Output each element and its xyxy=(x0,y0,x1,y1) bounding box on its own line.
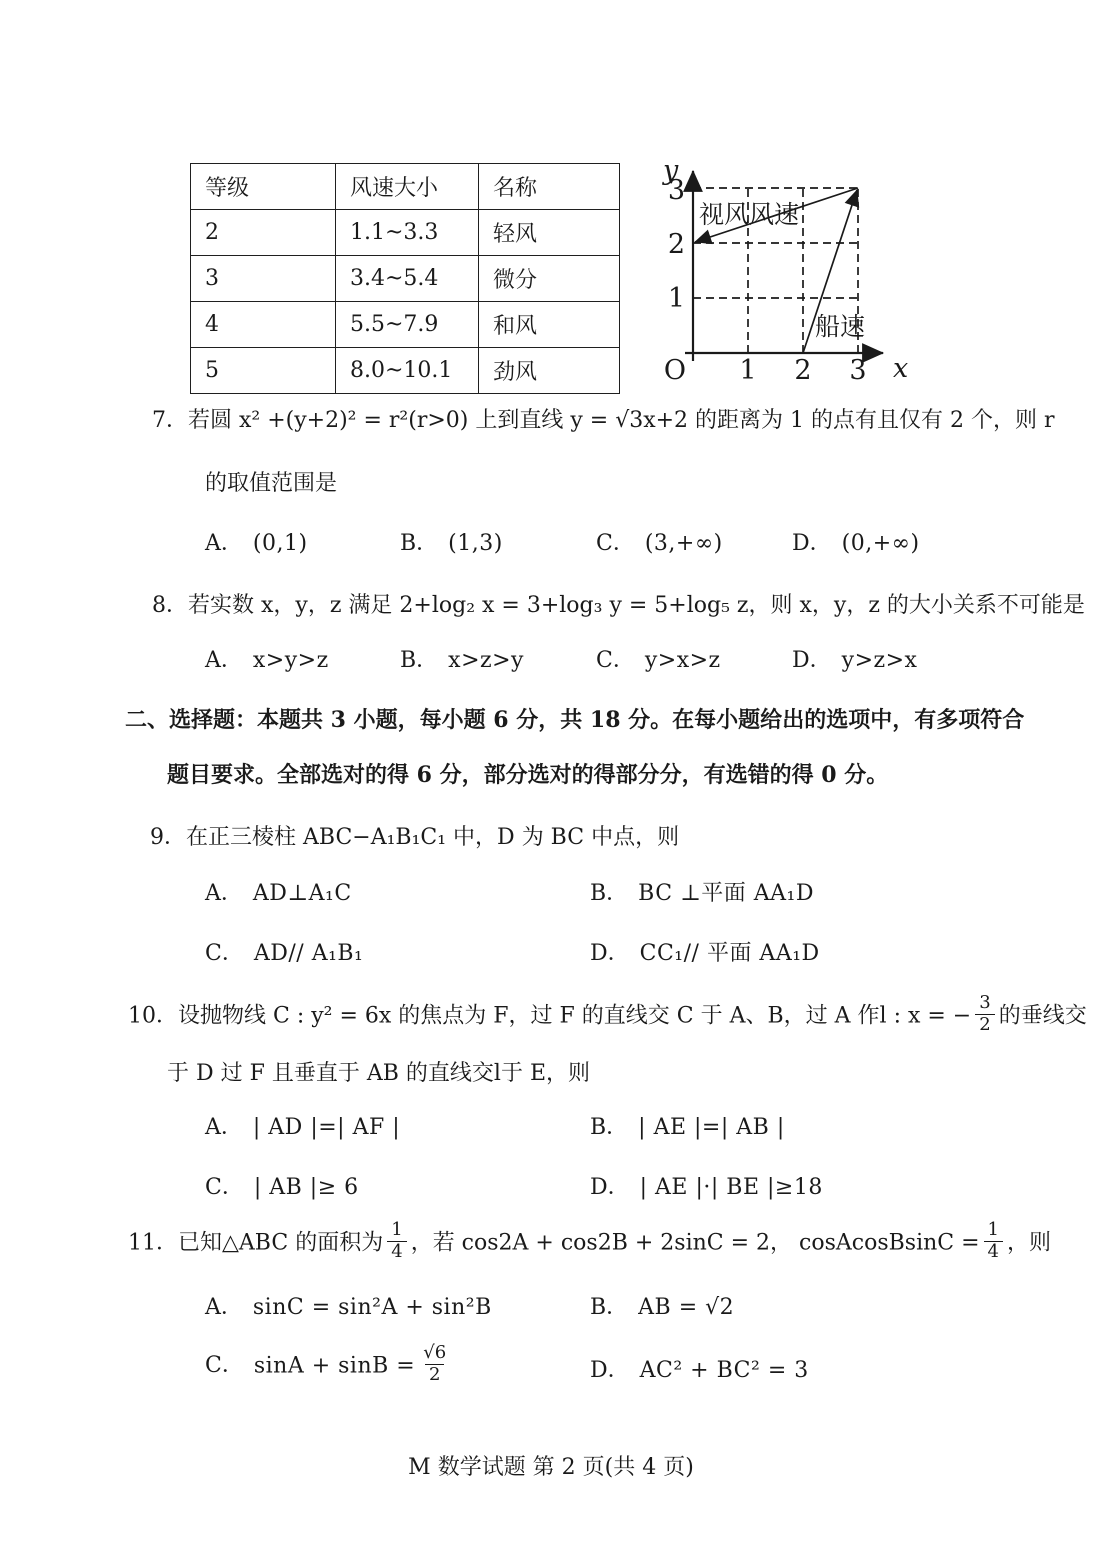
option-label: A． xyxy=(205,1295,243,1320)
option-text: y>z>x xyxy=(841,648,918,673)
q10-option-a xyxy=(205,1112,400,1144)
question-7-line1: 7．若圆 x² +(y+2)² = r²(r>0) 上到直线 y = √3x+2 的距离为 1 的点有且仅有 2 个，则 r xyxy=(152,408,1055,433)
table-cell: 4 xyxy=(191,302,336,348)
question-10-line1 xyxy=(128,992,1087,1038)
section-2-header-line2: 题目要求。全部选对的得 6 分，部分选对的得部分分，有选错的得 0 分。 xyxy=(167,762,889,788)
option-label: A． xyxy=(205,1115,243,1140)
q9-option-b xyxy=(590,878,814,910)
table-row xyxy=(191,210,620,256)
table-cell: 3 xyxy=(191,256,336,302)
q10-option-c xyxy=(205,1172,359,1204)
vector-diagram xyxy=(645,143,915,391)
fraction-1-4: $\frac{1}{4}$ xyxy=(387,1220,406,1263)
boat-speed-label: 船速 xyxy=(815,312,866,341)
page-footer: M 数学试题 第 2 页(共 4 页) xyxy=(408,1455,694,1480)
option-label: B． xyxy=(590,1295,629,1320)
option-text: AC² + BC² = 3 xyxy=(639,1358,809,1383)
table-cell: 微分 xyxy=(479,256,620,302)
fraction-sqrt6-2: $\frac{√6}{2}$ xyxy=(423,1342,447,1385)
q10-option-b xyxy=(590,1112,785,1144)
table-cell: 5 xyxy=(191,348,336,394)
q9-option-a xyxy=(205,878,352,910)
option-text: sinA + sinB = xyxy=(253,1353,416,1379)
option-text: y>x>z xyxy=(644,648,721,673)
x-axis-label: x xyxy=(893,353,909,384)
question-10-line2: 于 D 过 F 且垂直于 AB 的直线交l于 E，则 xyxy=(167,1061,591,1086)
q11-option-a xyxy=(205,1292,492,1324)
q8-option-b xyxy=(400,645,524,677)
option-text: BC ⊥平面 AA₁D xyxy=(638,881,814,906)
origin-label: O xyxy=(663,355,687,386)
table-header-name: 名称 xyxy=(479,164,620,210)
q8-option-a xyxy=(205,645,329,677)
table-row xyxy=(191,256,620,302)
option-label: C． xyxy=(205,1353,244,1379)
x-tick-3: 3 xyxy=(849,355,867,386)
q9-option-c xyxy=(205,938,363,970)
option-text: (1,3) xyxy=(448,531,503,556)
q11-option-c xyxy=(205,1342,454,1388)
q11-line1b: ，若 cos2A + cos2B + 2sinC = 2， cosAcosBsinC = xyxy=(410,1230,980,1256)
option-text: sinC = sin²A + sin²B xyxy=(252,1295,492,1320)
q10-option-d xyxy=(590,1172,823,1204)
q10-line1b: 的垂线交 xyxy=(998,1003,1087,1029)
apparent-wind-label: 视风风速 xyxy=(699,200,800,229)
table-header-grade: 等级 xyxy=(191,164,336,210)
fraction-1-4: $\frac{1}{4}$ xyxy=(984,1220,1003,1263)
q11-option-d xyxy=(590,1355,809,1387)
x-tick-2: 2 xyxy=(794,355,812,386)
q8-option-d xyxy=(792,645,917,677)
q8-option-c xyxy=(596,645,721,677)
option-text: x>y>z xyxy=(252,648,329,673)
option-label: D． xyxy=(590,1175,630,1200)
option-label: A． xyxy=(205,881,243,906)
option-label: C． xyxy=(596,648,635,673)
option-label: C． xyxy=(205,941,244,966)
table-cell: 和风 xyxy=(479,302,620,348)
q11-line1c: ，则 xyxy=(1007,1230,1052,1256)
table-header-row xyxy=(191,164,620,210)
option-label: B． xyxy=(400,531,439,556)
option-label: A． xyxy=(205,648,243,673)
q11-line1a: 11．已知△ABC 的面积为 xyxy=(128,1230,384,1256)
table-row xyxy=(191,302,620,348)
option-text: x>z>y xyxy=(448,648,524,673)
q10-line1a: 10．设抛物线 C : y² = 6x 的焦点为 F，过 F 的直线交 C 于 A、B，过 A 作l : x = − xyxy=(128,1003,972,1029)
option-label: C． xyxy=(596,531,635,556)
option-text: | AB |≥ 6 xyxy=(253,1175,359,1200)
q7-option-d xyxy=(792,528,920,560)
question-11-line1 xyxy=(128,1219,1052,1265)
option-text: AD⊥A₁C xyxy=(252,881,352,906)
question-9-line1: 9．在正三棱柱 ABC−A₁B₁C₁ 中，D 为 BC 中点，则 xyxy=(150,825,680,850)
option-label: D． xyxy=(792,648,832,673)
table-cell: 轻风 xyxy=(479,210,620,256)
q11-option-b xyxy=(590,1292,734,1324)
option-label: B． xyxy=(400,648,439,673)
q7-option-c xyxy=(596,528,723,560)
option-text: (3,+∞) xyxy=(644,531,723,556)
option-label: D． xyxy=(590,1358,630,1383)
option-text: (0,+∞) xyxy=(841,531,920,556)
table-cell: 5.5~7.9 xyxy=(336,302,479,348)
table-cell: 1.1~3.3 xyxy=(336,210,479,256)
table-row xyxy=(191,348,620,394)
y-tick-3: 3 xyxy=(667,175,685,206)
option-label: D． xyxy=(792,531,832,556)
option-text: (0,1) xyxy=(252,531,308,556)
y-tick-2: 2 xyxy=(667,229,685,260)
q7-option-a xyxy=(205,528,308,560)
option-text: AB = √2 xyxy=(638,1295,735,1320)
option-label: B． xyxy=(590,881,629,906)
question-7-line2: 的取值范围是 xyxy=(205,471,338,496)
option-label: C． xyxy=(205,1175,244,1200)
table-cell: 8.0~10.1 xyxy=(336,348,479,394)
x-tick-1: 1 xyxy=(739,355,757,386)
option-text: | AE |·| BE |≥18 xyxy=(639,1175,823,1200)
option-label: A． xyxy=(205,531,243,556)
y-tick-1: 1 xyxy=(667,283,685,314)
question-8-line1: 8．若实数 x，y，z 满足 2+log₂ x = 3+log₃ y = 5+log₅ z，则 x，y，z 的大小关系不可能是 xyxy=(152,593,1085,618)
wind-grade-table xyxy=(190,163,620,394)
table-cell: 2 xyxy=(191,210,336,256)
section-2-header-line1: 二、选择题：本题共 3 小题，每小题 6 分，共 18 分。在每小题给出的选项中，有多项符合 xyxy=(125,707,1025,733)
option-label: D． xyxy=(590,941,630,966)
y-axis-label: y xyxy=(663,155,679,186)
option-text: | AE |=| AB | xyxy=(638,1115,785,1140)
table-header-speed: 风速大小 xyxy=(336,164,479,210)
q7-option-b xyxy=(400,528,503,560)
table-cell: 劲风 xyxy=(479,348,620,394)
option-label: B． xyxy=(590,1115,629,1140)
option-text: CC₁// 平面 AA₁D xyxy=(639,941,820,966)
option-text: AD// A₁B₁ xyxy=(253,941,364,966)
fraction-3-2: $\frac{3}{2}$ xyxy=(975,993,994,1036)
option-text: | AD |=| AF | xyxy=(252,1115,401,1140)
q9-option-d xyxy=(590,938,820,970)
table-cell: 3.4~5.4 xyxy=(336,256,479,302)
